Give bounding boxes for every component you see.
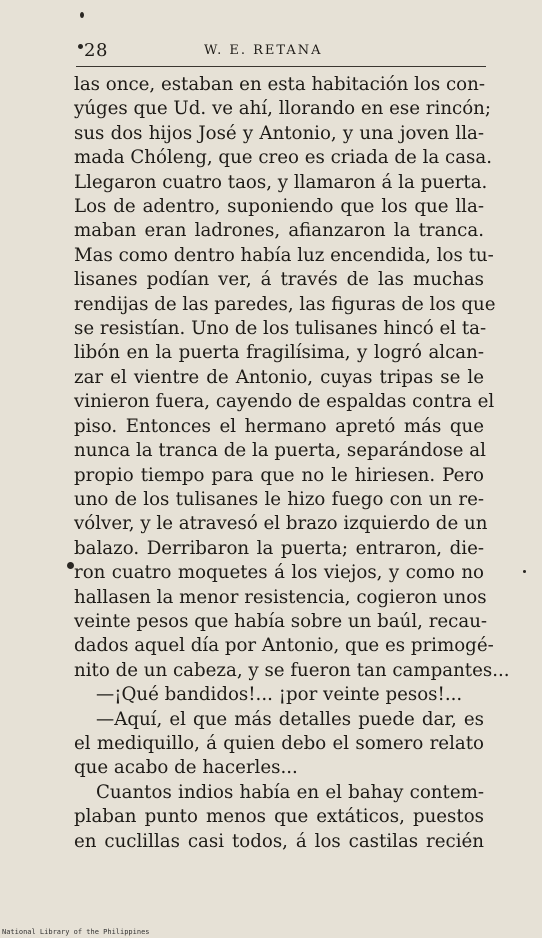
text-line: que acabo de hacerles...: [74, 757, 298, 779]
page-number: 28: [84, 40, 108, 61]
text-line: vólver, y le atravesó el brazo izquierdo de un: [74, 513, 488, 535]
ink-speck: [80, 12, 84, 18]
dialogue-line: —Aquí, el que más detalles puede dar, es: [96, 708, 484, 730]
ink-speck: [523, 570, 526, 573]
text-line: nito de un cabeza, y se fueron tan campantes...: [74, 659, 510, 681]
text-line: dados aquel día por Antonio, que es primogé-: [74, 635, 494, 657]
header-rule: [76, 66, 486, 67]
text-line: hallasen la menor resistencia, cogieron unos: [74, 586, 487, 608]
text-line: el mediquillo, á quien debo el somero relato: [74, 732, 484, 754]
text-line: vinieron fuera, cayendo de espaldas contra el: [74, 391, 495, 413]
paragraph-start-line: Cuantos indios había en el bahay contem-: [96, 781, 484, 803]
text-line: Los de adentro, suponiendo que los que lla-: [74, 196, 484, 218]
body-text: [74, 73, 510, 854]
text-line: ron cuatro moquetes á los viejos, y como no: [74, 562, 484, 584]
text-line: zar el vientre de Antonio, cuyas tripas se le: [74, 366, 484, 388]
text-line: Mas como dentro había luz encendida, los tu-: [74, 244, 494, 266]
text-line: uno de los tulisanes le hizo fuego con un re-: [74, 488, 484, 510]
text-line: propio tiempo para que no le hiriesen. Pero: [74, 464, 484, 486]
ink-speck: [67, 562, 74, 569]
text-line: mada Chóleng, que creo es criada de la casa.: [74, 147, 493, 169]
text-line: sus dos hijos José y Antonio, y una joven lla-: [74, 122, 484, 144]
text-line: se resistían. Uno de los tulisanes hincó el ta-: [74, 318, 487, 340]
text-line: libón en la puerta fragilísima, y logró alcan-: [74, 342, 484, 364]
text-line: maban eran ladrones, afianzaron la tranca.: [74, 220, 484, 242]
text-line: lisanes podían ver, á través de las muchas: [74, 269, 484, 291]
text-line: plaban punto menos que extáticos, puestos: [74, 806, 484, 828]
text-line: en cuclillas casi todos, á los castilas recién: [74, 830, 484, 852]
text-line: rendijas de las paredes, las figuras de los que: [74, 293, 496, 315]
dialogue-line: —¡Qué bandidos!... ¡por veinte pesos!...: [96, 684, 463, 706]
text-line: las once, estaban en esta habitación los con-: [74, 74, 485, 95]
text-line: veinte pesos que había sobre un baúl, recau-: [74, 610, 488, 632]
text-line: yúges que Ud. ve ahí, llorando en ese rincón;: [74, 98, 492, 120]
text-line: nunca la tranca de la puerta, separándose al: [74, 440, 486, 462]
running-head: W. E. RETANA: [204, 43, 323, 58]
text-line: piso. Entonces el hermano apretó más que: [74, 415, 484, 437]
text-line: balazo. Derribaron la puerta; entraron, die-: [74, 537, 484, 559]
page-header: [72, 40, 482, 64]
footer-credit: National Library of the Philippines: [2, 928, 150, 936]
text-line: Llegaron cuatro taos, y llamaron á la puerta.: [74, 171, 488, 193]
